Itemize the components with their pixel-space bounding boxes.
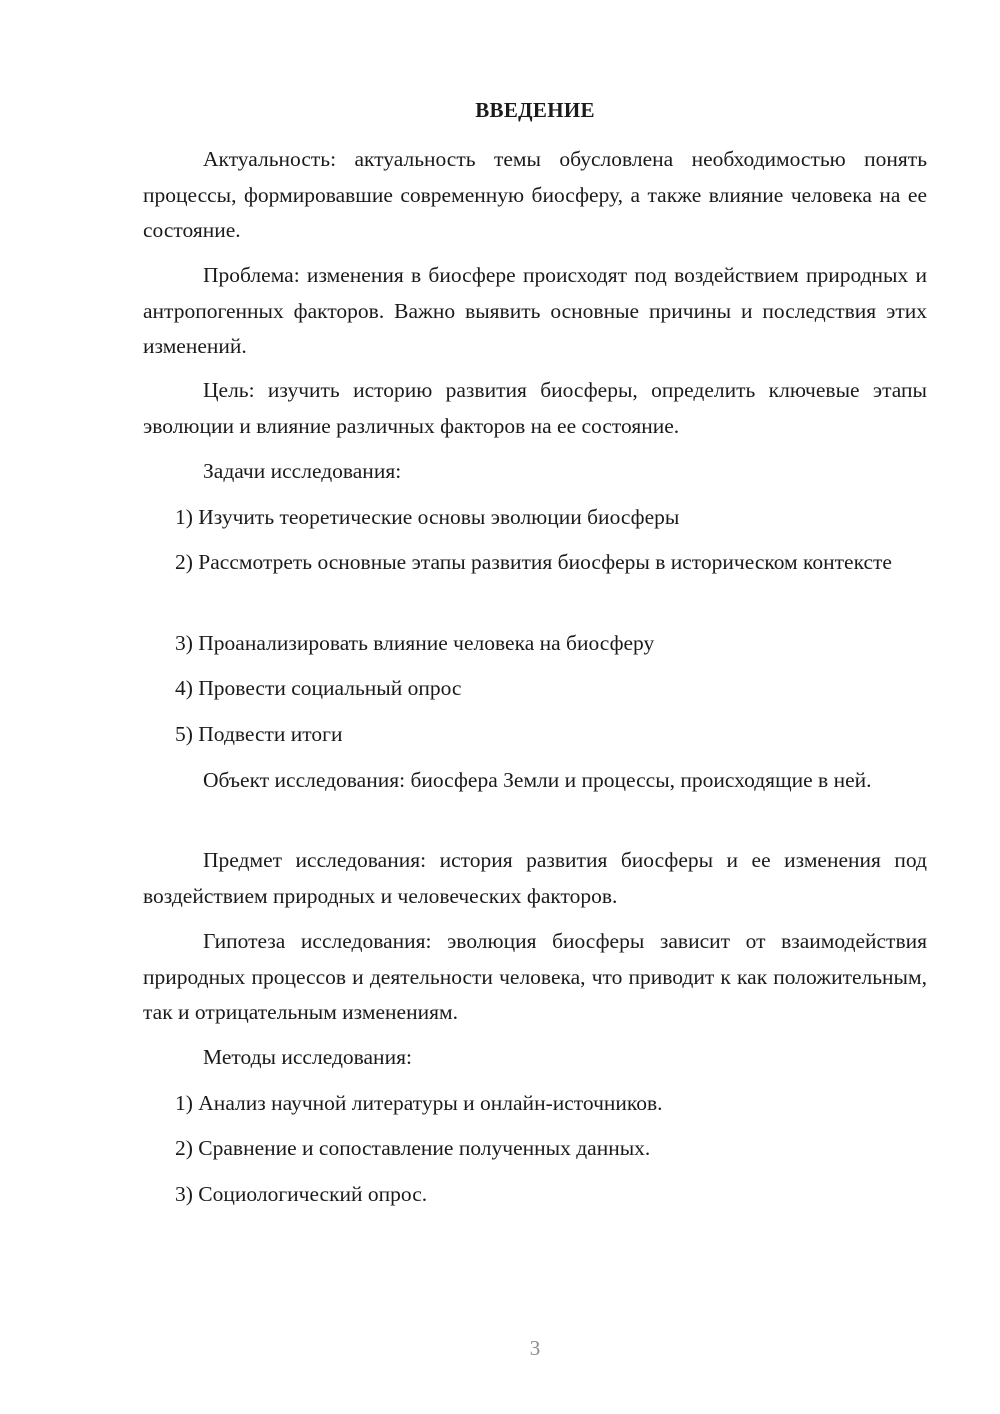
page-number: 3: [529, 1336, 541, 1360]
method-item: 3) Социологический опрос.: [175, 1182, 428, 1206]
object-paragraph: Объект исследования: биосфера Земли и процессы, происходящие в ней.: [203, 768, 872, 792]
task-item: 5) Подвести итоги: [175, 722, 343, 746]
methods-label: Методы исследования:: [203, 1045, 412, 1069]
tasks-label: Задачи исследования:: [203, 459, 402, 483]
section-heading: ВВЕДЕНИЕ: [475, 98, 595, 122]
subject-paragraph: Предмет исследования: история развития биосферы и ее изменения под воздействием природных и человеческих факторов.: [143, 848, 927, 908]
problem-paragraph: Проблема: изменения в биосфере происходят под воздействием природных и антропогенных факторов. Важно выявить основные причины и последствия этих изменений.: [143, 263, 927, 358]
task-item: 2) Рассмотреть основные этапы развития биосферы в историческом контексте: [175, 550, 892, 574]
relevance-paragraph: Актуальность: актуальность темы обусловлена необходимостью понять процессы, формировавшие современную биосферу, а также влияние человека на ее состояние.: [143, 147, 927, 242]
task-item: 3) Проанализировать влияние человека на биосферу: [175, 631, 655, 655]
hypothesis-paragraph: Гипотеза исследования: эволюция биосферы зависит от взаимодействия природных процессов и деятельности человека, что приводит к как положительным, так и отрицательным изменениям.: [143, 929, 927, 1024]
goal-paragraph: Цель: изучить историю развития биосферы, определить ключевые этапы эволюции и влияние различных факторов на ее состояние.: [143, 378, 927, 438]
task-item: 4) Провести социальный опрос: [175, 676, 462, 700]
task-item: 1) Изучить теоретические основы эволюции биосферы: [175, 505, 680, 529]
method-item: 1) Анализ научной литературы и онлайн-источников.: [175, 1091, 663, 1115]
method-item: 2) Сравнение и сопоставление полученных данных.: [175, 1136, 651, 1160]
